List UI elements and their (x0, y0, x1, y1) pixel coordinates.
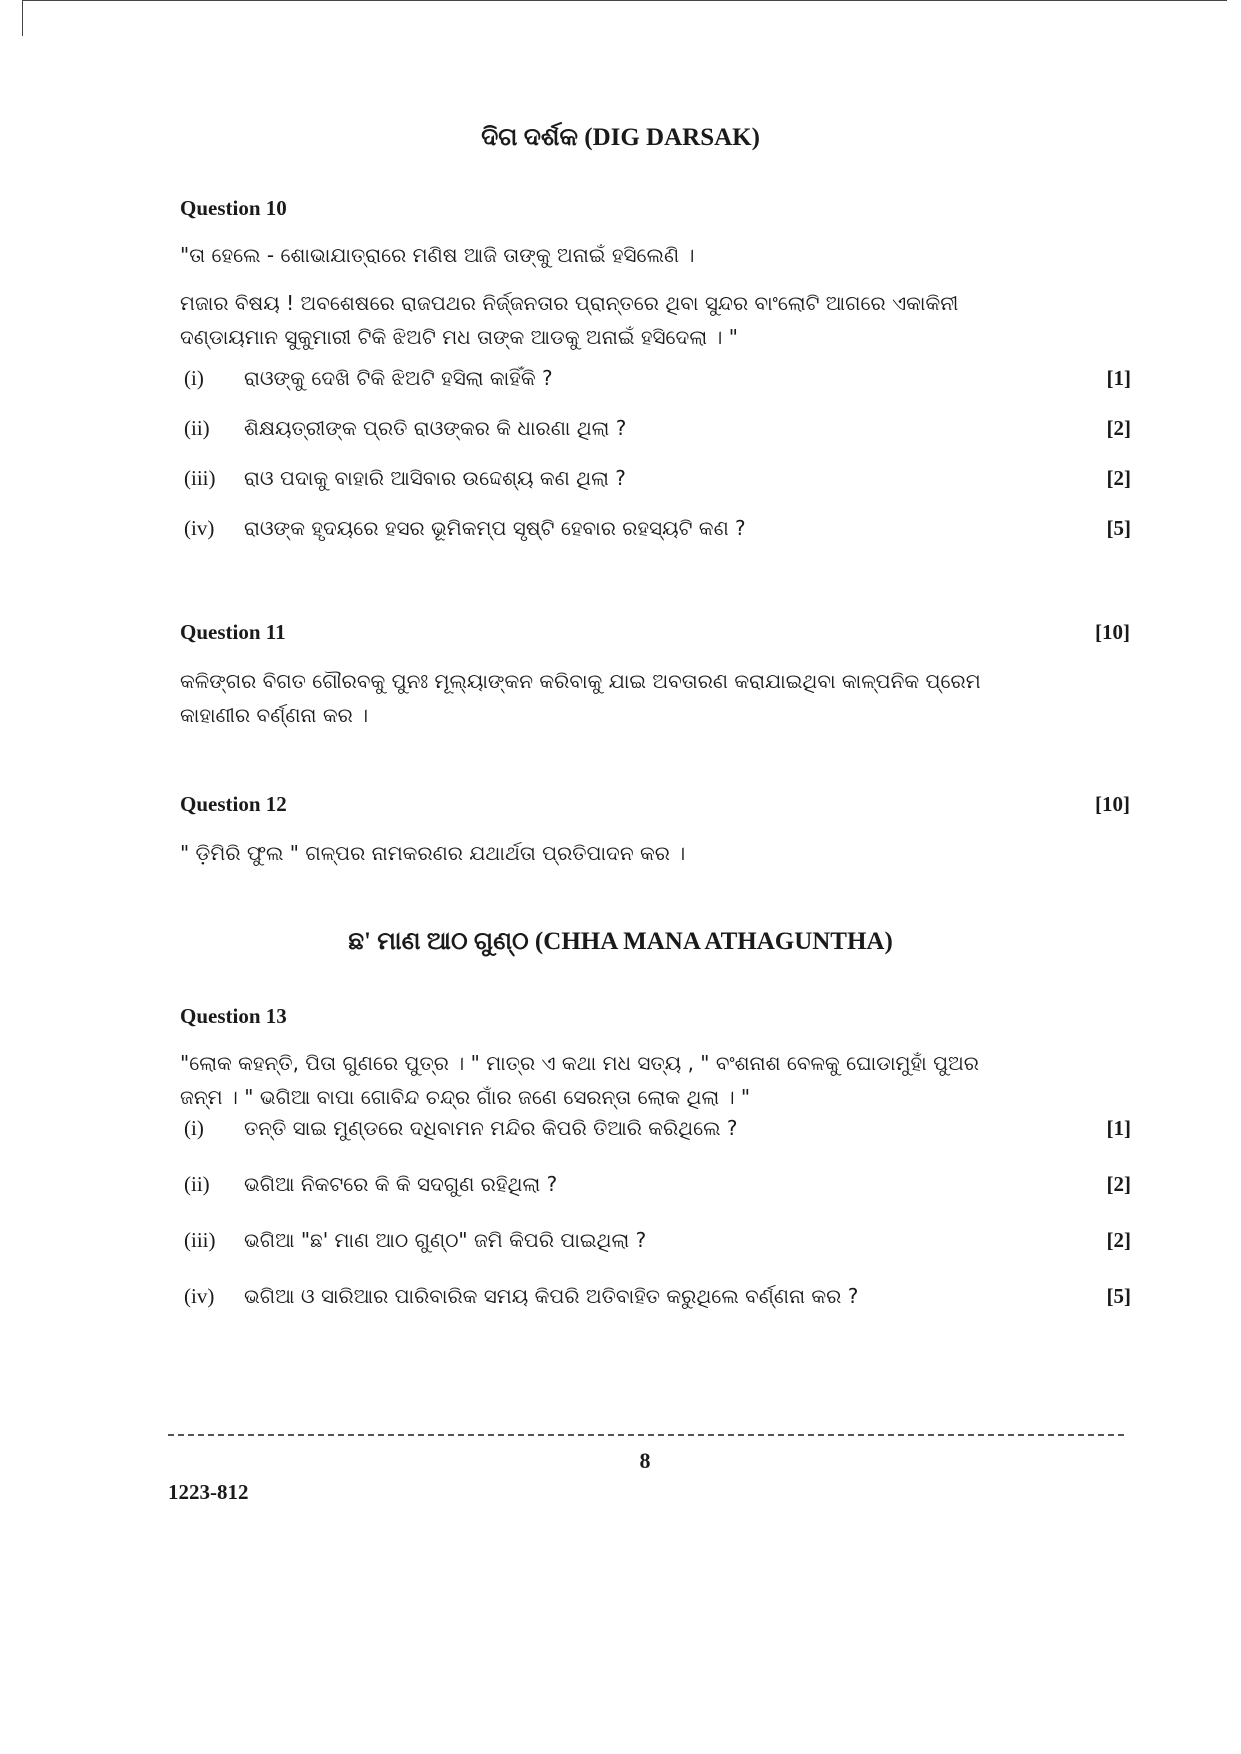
question-11-text: କଳିଙ୍ଗର ବିଗତ ଗୌରବକୁ ପୁନଃ ମୂଲ୍ୟାଙ୍କନ କରିବାକୁ ଯାଇ ଅବତାରଣ କରାଯାଇଥିବା କାଳ୍ପନିକ ପ୍ରେମ କାହାଣୀର ବର୍ଣ୍ଣନା କର । (180, 669, 981, 727)
page-number: 8 (639, 1448, 651, 1473)
question-marks: [10] (1095, 620, 1130, 644)
question-10-quote-line: "ତା ହେଲେ - ଶୋଭାଯାତ୍ରାରେ ମଣିଷ ଆଜି ତାଙ୍କୁ ଅନାଇଁ ହସିଲେଣି । (180, 243, 695, 267)
question-13-item (180, 1116, 1131, 1150)
item-number: (iv) (184, 1284, 215, 1308)
item-marks: [2] (1106, 466, 1131, 490)
item-text: ରାଓ ପଦାକୁ ବାହାରି ଆସିବାର ଉଦ୍ଦେଶ୍ୟ କଣ ଥିଲା ? (244, 466, 626, 490)
question-heading-label: Question 13 (180, 1004, 287, 1028)
item-text: ଭଗିଆ ନିକଟରେ କି କି ସଦଗୁଣ ରହିଥିଲା ? (244, 1172, 558, 1196)
item-marks: [2] (1106, 1172, 1131, 1196)
question-10-item (180, 516, 1131, 550)
item-number: (iii) (184, 466, 216, 490)
section-title-dig-darsak: ଦିଗ ଦର୍ଶକ (DIG DARSAK) (481, 124, 760, 151)
item-text: ଭଗିଆ ଓ ସାରିଆର ପାରିବାରିକ ସମୟ କିପରି ଅତିବାହିତ କରୁଥିଲେ ବର୍ଣ୍ଣନା କର ? (244, 1284, 859, 1308)
question-heading-label: Question 10 (180, 196, 287, 220)
question-10-heading (180, 196, 1130, 221)
section-title-chha-mana-athaguntha: ଛ' ମାଣ ଆଠ ଗୁଣ୍ଠ (CHHA MANA ATHAGUNTHA) (348, 928, 893, 955)
item-text: ତନ୍ତି ସାଇ ମୁଣ୍ଡରେ ଦଧିବାମନ ମନ୍ଦିର କିପରି ତିଆରି କରିଥିଲେ ? (244, 1116, 738, 1140)
paper-code: 1223-812 (168, 1480, 249, 1504)
question-heading-label: Question 11 (180, 620, 286, 644)
question-10-item (180, 366, 1131, 400)
item-number: (i) (184, 1116, 204, 1140)
item-text: ରାଓଙ୍କ ହୃଦୟରେ ହସର ଭୂମିକମ୍ପ ସୃଷ୍ଟି ହେବାର ରହସ୍ୟଟି କଣ ? (244, 516, 746, 540)
item-marks: [2] (1106, 416, 1131, 440)
item-text: ରାଓଙ୍କୁ ଦେଖି ଟିକି ଝିଅଟି ହସିଲା କାହିଁକି ? (244, 366, 553, 390)
item-number: (ii) (184, 416, 210, 440)
question-heading-label: Question 12 (180, 792, 287, 816)
item-text: ଶିକ୍ଷୟତ୍ରୀଙ୍କ ପ୍ରତି ରାଓଙ୍କର କି ଧାରଣା ଥିଲା ? (244, 416, 627, 440)
item-marks: [5] (1106, 516, 1131, 540)
item-number: (iii) (184, 1228, 216, 1252)
question-13-quote-paragraph: "ଲୋକ କହନ୍ତି, ପିତା ଗୁଣରେ ପୁତ୍ର । " ମାତ୍ର ଏ କଥା ମଧ ସତ୍ୟ , " ବଂଶନାଶ ବେଳକୁ ଘୋଡାମୁହାଁ ପୁଅର ଜନ୍ମ । " ଭଗିଆ ବାପା ଗୋବିନ୍ଦ ଚନ୍ଦ୍ର ଗାଁର ଜଣେ ସେରନ୍ତା ଲୋକ ଥିଲା । " (180, 1051, 979, 1109)
item-number: (i) (184, 366, 204, 390)
question-10-item (180, 466, 1131, 500)
item-marks: [5] (1106, 1284, 1131, 1308)
item-marks: [1] (1106, 1116, 1131, 1140)
item-number: (ii) (184, 1172, 210, 1196)
item-marks: [1] (1106, 366, 1131, 390)
question-13-heading (180, 1004, 1130, 1029)
question-13-item (180, 1228, 1131, 1262)
question-marks: [10] (1095, 792, 1130, 816)
question-13-item (180, 1172, 1131, 1206)
item-text: ଭଗିଆ "ଛ' ମାଣ ଆଠ ଗୁଣ୍ଠ" ଜମି କିପରି ପାଇଥିଲା ? (244, 1228, 647, 1252)
footer-divider (168, 1434, 1124, 1436)
item-marks: [2] (1106, 1228, 1131, 1252)
question-10-item (180, 416, 1131, 450)
question-12-heading (180, 792, 1130, 817)
item-number: (iv) (184, 516, 215, 540)
question-12-text: " ଡ଼ିମିରି ଫୁଲ " ଗଳ୍ପର ନାମକରଣର ଯଥାର୍ଥତା ପ୍ରତିପାଦନ କର । (180, 841, 686, 865)
question-13-item (180, 1284, 1131, 1318)
question-10-quote-paragraph: ମଜାର ବିଷୟ ! ଅବଶେଷରେ ରାଜପଥର ନିର୍ଜ୍ଜନତାର ପ୍ରାନ୍ତରେ ଥିବା ସୁନ୍ଦର ବାଂଲୋଟି ଆଗରେ ଏକାକିନୀ ଦଣ୍ଡାୟମାନ ସୁକୁମାରୀ ଟିକି ଝିଅଟି ମଧ ତାଙ୍କ ଆଡକୁ ଅନାଇଁ ହସିଦେଲା । " (180, 291, 959, 349)
question-11-heading (180, 620, 1130, 645)
